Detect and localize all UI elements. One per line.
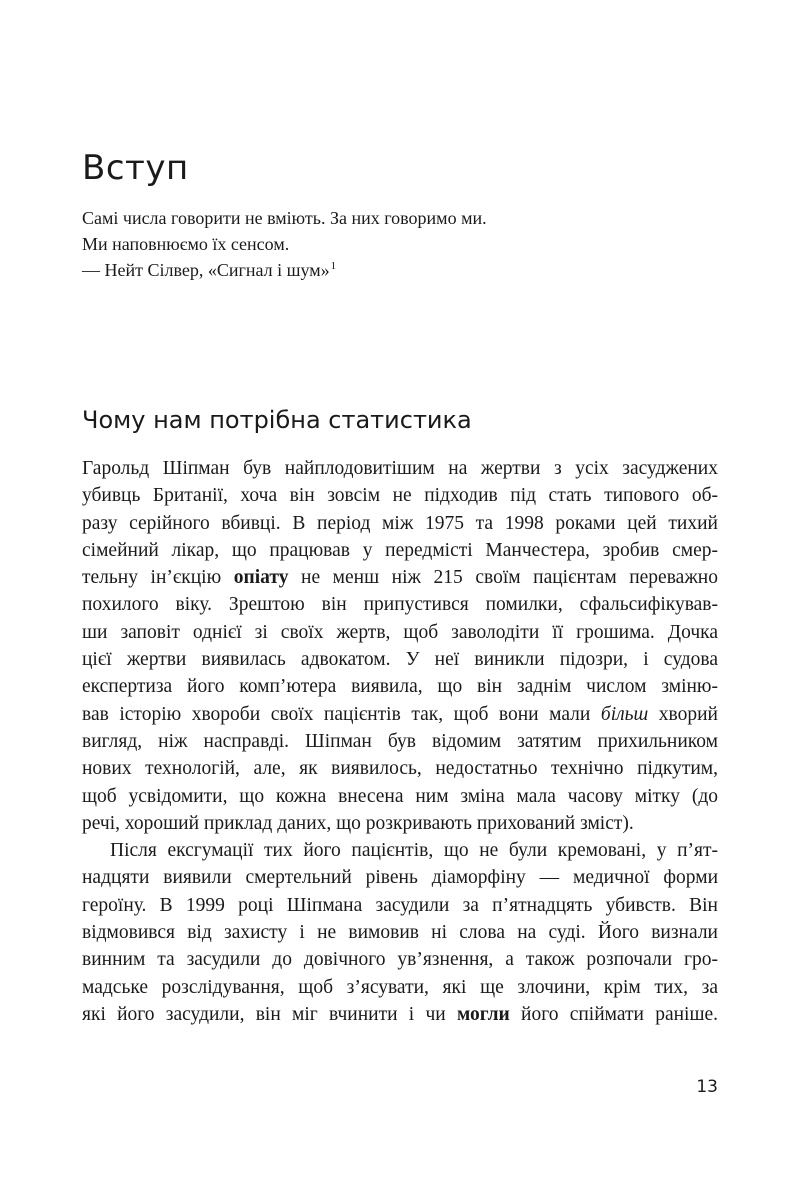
text-line xyxy=(82,1001,718,1028)
text-line: цієї жертви виявилась адвокатом. У неї виникли підозри, і судова xyxy=(82,649,718,671)
text-line: Після ексгумації тих його пацієнтів, що не були кремовані, у п’ят- xyxy=(110,840,718,862)
text-line xyxy=(82,564,718,591)
epigraph-line: Самі числа говорити не вміють. За них говоримо ми. xyxy=(82,208,487,228)
text-run: тельну ін’єкцію xyxy=(82,567,234,589)
text-line: щоб усвідомити, що кожна внесена ним зміна мала часову мітку (до xyxy=(82,785,718,807)
section-title: Чому нам потрібна статистика xyxy=(82,406,472,434)
epigraph-line: Ми наповнюємо їх сенсом. xyxy=(82,234,290,254)
text-run: вав історію хвороби своїх пацієнтів так, щоб вони мали xyxy=(82,703,601,725)
bold-term: могли xyxy=(456,1003,510,1025)
italic-term: більш xyxy=(600,703,649,725)
text-line: сімейний лікар, що працював у передмісті Манчестера, зробив смер- xyxy=(82,539,718,561)
text-line: убивць Британії, хоча він зовсім не підходив під стать типового об- xyxy=(82,485,718,507)
text-line: надцяти виявили смертельний рівень діаморфіну — медичної форми xyxy=(82,867,718,889)
chapter-title: Вступ xyxy=(82,148,189,188)
text-line: речі, хороший приклад даних, що розкривають прихований зміст). xyxy=(82,812,634,834)
text-line: вигляд, ніж насправді. Шіпман був відомим затятим прихильником xyxy=(82,730,718,752)
text-line: експертиза його комп’ютера виявила, що він заднім числом зміню- xyxy=(82,676,718,698)
text-line: винним та засудили до довічного ув’язнення, а також розпочали гро- xyxy=(82,949,718,971)
bold-term: опіату xyxy=(233,567,289,589)
text-run: не менш ніж 215 своїм пацієнтам переважно xyxy=(288,567,718,589)
text-run: які його засудили, він міг вчинити і чи xyxy=(82,1003,457,1025)
text-line: похилого віку. Зрештою він припустився помилки, сфальсифікував- xyxy=(82,594,718,616)
footnote-ref[interactable]: 1 xyxy=(330,260,337,272)
body-text xyxy=(82,455,718,1028)
text-line: разу серійного вбивці. В період між 1975 та 1998 роками цей тихий xyxy=(82,512,718,534)
text-run: хворий xyxy=(648,703,718,725)
epigraph xyxy=(82,205,722,286)
epigraph-attribution xyxy=(82,257,722,286)
text-line: мадське розслідування, щоб з’ясувати, які ще злочини, крім тих, за xyxy=(82,976,718,998)
page-number: 13 xyxy=(696,1077,718,1097)
text-run: його спіймати раніше. xyxy=(509,1003,718,1025)
text-line: героїну. В 1999 році Шіпмана засудили за п’ятнадцять убивств. Він xyxy=(82,894,718,916)
text-line: Гарольд Шіпман був найплодовитішим на жертви з усіх засуджених xyxy=(82,458,718,479)
text-line: відмовився від захисту і не вимовив ні слова на суді. Його визнали xyxy=(82,922,718,944)
text-line: нових технологій, але, як виявилось, недостатньо технічно підкутим, xyxy=(82,758,718,780)
paragraph-2 xyxy=(82,837,718,1028)
text-line: ши заповіт однієї зі своїх жертв, щоб заволодіти її грошима. Дочка xyxy=(82,621,718,643)
epigraph-source: — Нейт Сілвер, «Сигнал і шум» xyxy=(82,260,330,280)
text-line xyxy=(82,701,718,728)
paragraph-1 xyxy=(82,455,718,837)
